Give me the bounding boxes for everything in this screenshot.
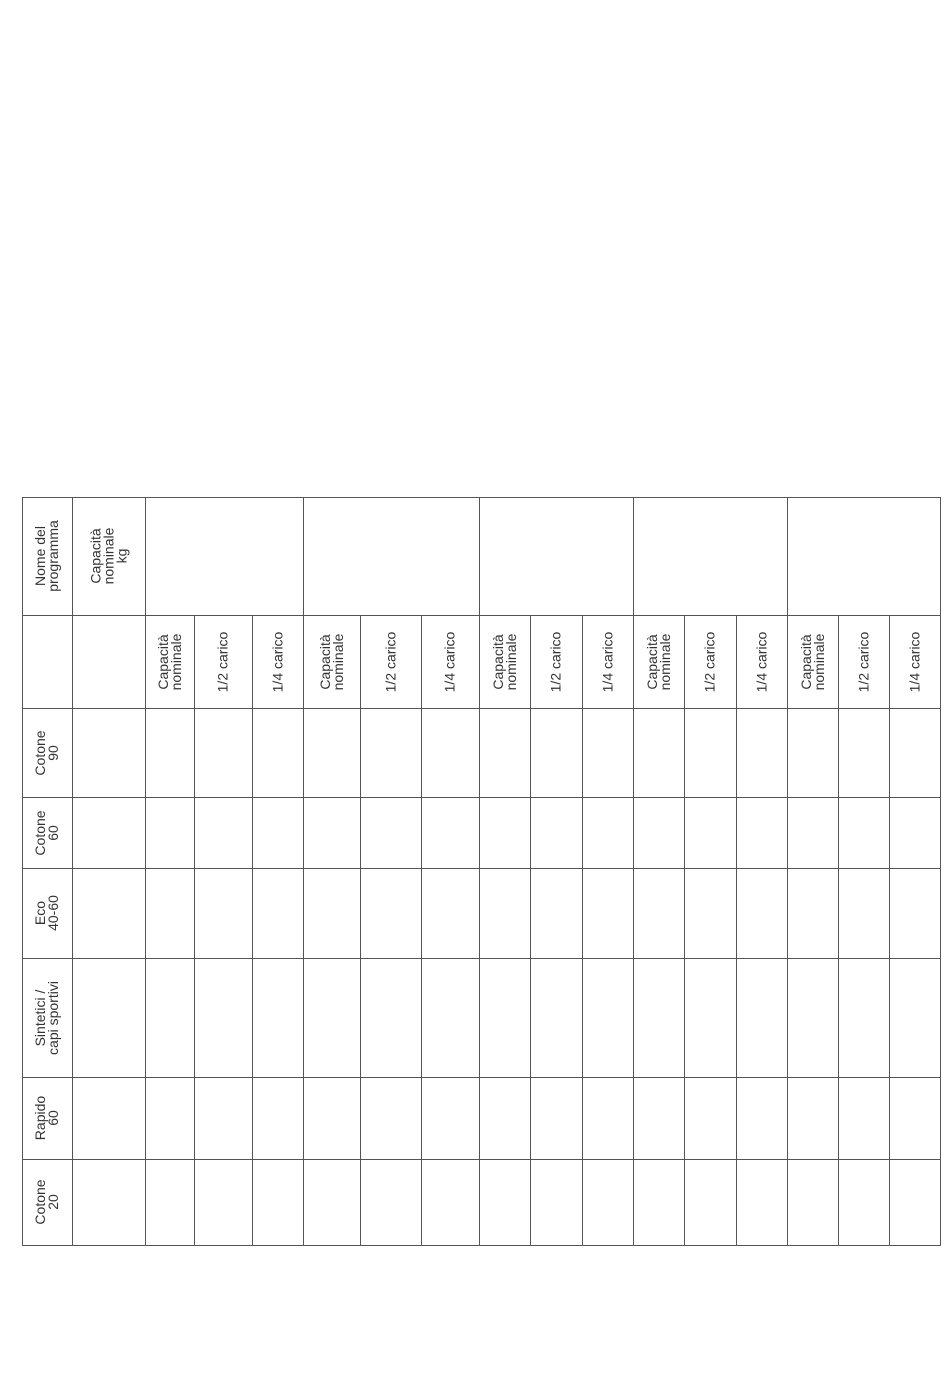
data-cell xyxy=(530,797,582,868)
subcolumn-header xyxy=(838,615,889,708)
program-name-header-text: Nome del programma xyxy=(32,520,61,592)
data-cell xyxy=(838,797,889,868)
grid-line xyxy=(22,797,941,798)
data-cell xyxy=(72,708,145,797)
data-cell xyxy=(889,708,940,797)
subcolumn-header-text: 1/4 carico xyxy=(599,631,615,692)
subcolumn-header xyxy=(736,615,787,708)
data-cell xyxy=(479,1159,530,1245)
data-cell xyxy=(684,1159,736,1245)
data-cell xyxy=(633,958,684,1077)
data-cell xyxy=(303,797,360,868)
data-cell xyxy=(72,958,145,1077)
data-cell xyxy=(787,958,838,1077)
subcolumn-header xyxy=(421,615,479,708)
program-name-cell xyxy=(22,797,72,868)
grid-line xyxy=(633,497,634,1246)
program-name-cell-text: Rapido 60 xyxy=(32,1095,61,1141)
group-header-cell-1 xyxy=(145,497,303,615)
data-cell xyxy=(633,797,684,868)
subcolumn-header-text: Capacità nominale xyxy=(154,633,184,690)
subcolumn-header xyxy=(889,615,940,708)
data-cell xyxy=(787,1077,838,1159)
subcolumn-header-text: Capacità nominale xyxy=(797,633,827,690)
subcolumn-header xyxy=(582,615,633,708)
program-name-cell-text: Cotone 20 xyxy=(32,1179,61,1225)
grid-line xyxy=(421,615,422,1246)
data-cell xyxy=(194,708,252,797)
grid-line xyxy=(194,615,195,1246)
subcolumn-header-text: 1/4 carico xyxy=(441,631,458,692)
program-name-cell xyxy=(22,958,72,1077)
program-name-cell-text: Sintetici / capi sportivi xyxy=(32,980,61,1055)
program-name-cell xyxy=(22,708,72,797)
data-cell xyxy=(479,797,530,868)
grid-line xyxy=(889,615,890,1246)
grid-line xyxy=(479,497,480,1246)
subcolumn-header-text: Capacità nominale xyxy=(316,633,346,690)
subcolumn-header xyxy=(252,615,303,708)
data-cell xyxy=(530,868,582,958)
data-cell xyxy=(145,797,194,868)
data-cell xyxy=(252,1159,303,1245)
subcolumn-header xyxy=(145,615,194,708)
program-name-cell-text: Cotone 90 xyxy=(32,729,61,776)
program-name-header xyxy=(22,497,72,615)
data-cell xyxy=(838,1077,889,1159)
data-cell xyxy=(72,1077,145,1159)
grid-line xyxy=(22,1159,941,1160)
grid-line xyxy=(940,497,941,1246)
grid-line xyxy=(684,615,685,1246)
data-cell xyxy=(252,708,303,797)
data-cell xyxy=(479,708,530,797)
subcolumn-header-text: 1/2 carico xyxy=(547,631,564,692)
grid-line xyxy=(787,497,788,1246)
subcolumn-header xyxy=(787,615,838,708)
data-cell xyxy=(303,708,360,797)
subcolumn-header-text: 1/2 carico xyxy=(214,631,231,692)
subcolumn-header-text: 1/4 carico xyxy=(269,631,285,692)
data-cell xyxy=(421,958,479,1077)
data-cell xyxy=(360,708,421,797)
subcolumn-header xyxy=(194,615,252,708)
data-cell xyxy=(633,708,684,797)
data-cell xyxy=(421,1077,479,1159)
data-cell xyxy=(530,708,582,797)
subcolumn-header xyxy=(479,615,530,708)
data-cell xyxy=(479,868,530,958)
data-cell xyxy=(530,958,582,1077)
grid-line xyxy=(22,958,941,959)
data-cell xyxy=(252,797,303,868)
data-cell xyxy=(838,958,889,1077)
subcolumn-header-text: 1/2 carico xyxy=(701,631,718,692)
data-cell xyxy=(421,868,479,958)
data-cell xyxy=(684,1077,736,1159)
grid-line xyxy=(22,1077,941,1078)
data-cell xyxy=(145,708,194,797)
grid-line xyxy=(838,615,839,1246)
grid-line xyxy=(252,615,253,1246)
data-cell xyxy=(303,868,360,958)
program-name-cell xyxy=(22,1159,72,1245)
grid-line xyxy=(736,615,737,1246)
data-cell xyxy=(360,868,421,958)
grid-line xyxy=(22,868,941,869)
data-cell xyxy=(838,708,889,797)
data-cell xyxy=(736,797,787,868)
data-cell xyxy=(194,1159,252,1245)
data-cell xyxy=(787,797,838,868)
data-cell xyxy=(787,1159,838,1245)
grid-line xyxy=(303,497,304,1246)
data-cell xyxy=(736,708,787,797)
data-cell xyxy=(838,1159,889,1245)
grid-line xyxy=(22,497,941,498)
data-cell xyxy=(145,868,194,958)
data-cell xyxy=(479,958,530,1077)
subcolumn-header xyxy=(684,615,736,708)
data-cell xyxy=(684,708,736,797)
data-cell xyxy=(582,1077,633,1159)
rated-capacity-header-text: Capacità nominale kg xyxy=(87,527,129,585)
data-cell xyxy=(633,868,684,958)
data-cell xyxy=(582,797,633,868)
data-cell xyxy=(889,958,940,1077)
data-cell xyxy=(72,797,145,868)
data-cell xyxy=(530,1159,582,1245)
subheader-empty-cell xyxy=(72,615,145,708)
group-header-cell-3 xyxy=(479,497,633,615)
data-cell xyxy=(303,1159,360,1245)
grid-line xyxy=(22,615,941,616)
data-cell xyxy=(360,797,421,868)
data-cell xyxy=(194,868,252,958)
data-cell xyxy=(582,868,633,958)
subcolumn-header-text: 1/2 carico xyxy=(382,631,398,692)
grid-line xyxy=(72,497,73,1246)
program-name-cell-text: Cotone 60 xyxy=(32,809,61,856)
grid-line xyxy=(582,615,583,1246)
data-cell xyxy=(252,958,303,1077)
data-cell xyxy=(736,958,787,1077)
data-cell xyxy=(421,797,479,868)
data-cell xyxy=(360,1077,421,1159)
subcolumn-header xyxy=(633,615,684,708)
subcolumn-header-text: 1/4 carico xyxy=(753,631,769,692)
subcolumn-header xyxy=(360,615,421,708)
data-cell xyxy=(303,958,360,1077)
subheader-empty-cell xyxy=(22,615,72,708)
data-cell xyxy=(787,708,838,797)
subcolumn-header-text: 1/2 carico xyxy=(855,631,871,692)
data-cell xyxy=(736,1077,787,1159)
data-cell xyxy=(684,797,736,868)
data-cell xyxy=(889,1077,940,1159)
group-header-cell-5 xyxy=(787,497,940,615)
grid-line xyxy=(22,497,23,1246)
data-cell xyxy=(530,1077,582,1159)
data-cell xyxy=(421,708,479,797)
data-cell xyxy=(633,1159,684,1245)
grid-line xyxy=(530,615,531,1246)
data-cell xyxy=(582,958,633,1077)
data-cell xyxy=(194,797,252,868)
data-cell xyxy=(252,868,303,958)
subcolumn-header xyxy=(303,615,360,708)
subcolumn-header xyxy=(530,615,582,708)
data-cell xyxy=(360,958,421,1077)
subcolumn-header-text: Capacità nominale xyxy=(489,633,519,690)
data-cell xyxy=(736,868,787,958)
subcolumn-header-text: Capacità nominale xyxy=(643,633,673,690)
group-header-cell-2 xyxy=(303,497,479,615)
grid-line xyxy=(145,497,146,1246)
data-cell xyxy=(684,868,736,958)
program-name-cell xyxy=(22,868,72,958)
data-cell xyxy=(479,1077,530,1159)
data-cell xyxy=(194,958,252,1077)
data-cell xyxy=(421,1159,479,1245)
data-cell xyxy=(582,708,633,797)
program-name-cell-text: Eco 40-60 xyxy=(32,895,61,931)
data-cell xyxy=(838,868,889,958)
data-cell xyxy=(145,1159,194,1245)
rated-capacity-header xyxy=(72,497,145,615)
data-cell xyxy=(582,1159,633,1245)
data-cell xyxy=(303,1077,360,1159)
data-cell xyxy=(360,1159,421,1245)
group-header-cell-4 xyxy=(633,497,787,615)
program-name-cell xyxy=(22,1077,72,1159)
data-cell xyxy=(194,1077,252,1159)
data-cell xyxy=(633,1077,684,1159)
data-cell xyxy=(145,958,194,1077)
subcolumn-header-text: 1/4 carico xyxy=(906,631,922,692)
data-cell xyxy=(889,1159,940,1245)
grid-line xyxy=(360,615,361,1246)
data-cell xyxy=(252,1077,303,1159)
grid-line xyxy=(22,1245,941,1246)
data-cell xyxy=(72,868,145,958)
data-cell xyxy=(787,868,838,958)
data-cell xyxy=(889,868,940,958)
data-cell xyxy=(72,1159,145,1245)
data-cell xyxy=(145,1077,194,1159)
grid-line xyxy=(22,708,941,709)
data-cell xyxy=(736,1159,787,1245)
data-cell xyxy=(889,797,940,868)
data-cell xyxy=(684,958,736,1077)
